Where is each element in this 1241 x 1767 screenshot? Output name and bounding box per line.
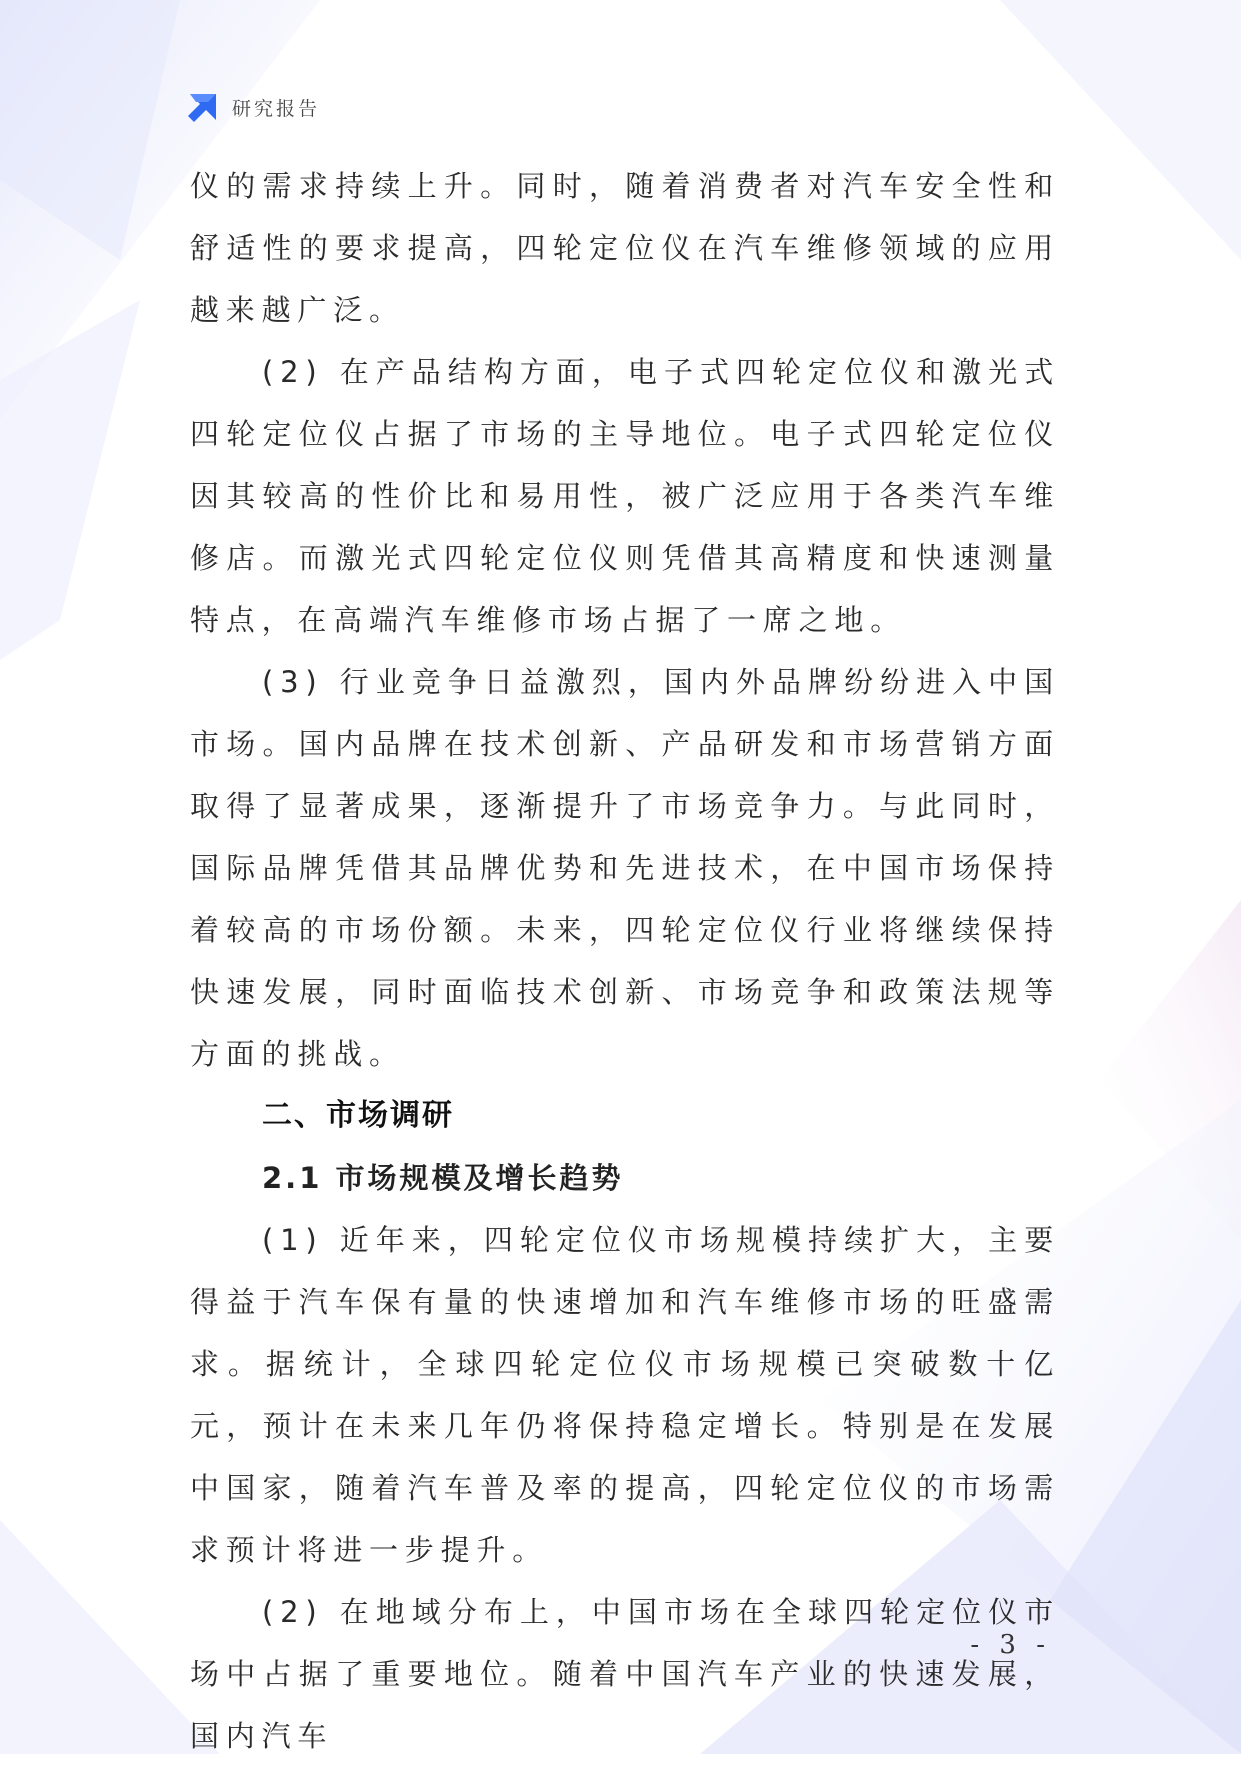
paragraph-regional-distribution: (2) 在地域分布上，中国市场在全球四轮定位仪市场中占据了重要地位。随着中国汽车产业的快速发展，国内汽车 [190,1595,1060,1753]
section-heading: 二、市场调研 [262,1098,454,1133]
header-title: 研究报告 [232,97,321,120]
paragraph-continuation: 仪的需求持续上升。同时，随着消费者对汽车安全性和舒适性的要求提高，四轮定位仪在汽车维修领域的应用越来越广泛。 [190,169,1060,327]
document-body [190,155,1060,1767]
arrow-up-right-icon [186,90,220,124]
page-number: - 3 - [970,1630,1051,1660]
paragraph-product-structure: (2) 在产品结构方面，电子式四轮定位仪和激光式四轮定位仪占据了市场的主导地位。电子式四轮定位仪因其较高的性价比和易用性，被广泛应用于各类汽车维修店。而激光式四轮定位仪则凭借其高精度和快速测量特点，在高端汽车维修市场占据了一席之地。 [190,355,1060,637]
report-header [186,90,320,124]
paragraph-competition: (3) 行业竞争日益激烈，国内外品牌纷纷进入中国市场。国内品牌在技术创新、产品研发和市场营销方面取得了显著成果，逐渐提升了市场竞争力。与此同时，国际品牌凭借其品牌优势和先进技术，在中国市场保持着较高的市场份额。未来，四轮定位仪行业将继续保持快速发展，同时面临技术创新、市场竞争和政策法规等方面的挑战。 [190,665,1060,1071]
subsection-heading: 2.1 市场规模及增长趋势 [262,1161,624,1195]
paragraph-market-size: (1) 近年来，四轮定位仪市场规模持续扩大，主要得益于汽车保有量的快速增加和汽车维修市场的旺盛需求。据统计，全球四轮定位仪市场规模已突破数十亿元，预计在未来几年仍将保持稳定增长。特别是在发展中国家，随着汽车普及率的提高，四轮定位仪的市场需求预计将进一步提升。 [190,1223,1060,1567]
